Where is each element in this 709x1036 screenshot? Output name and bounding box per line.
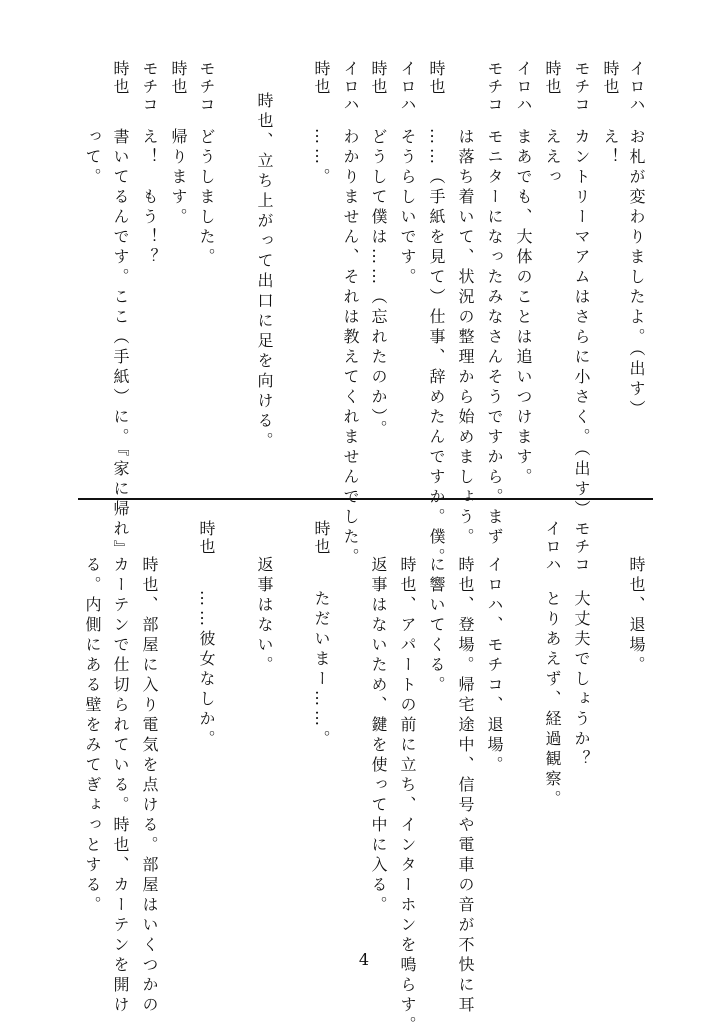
dialogue-line: まあでも、大体のことは追いつけます。 [514, 128, 533, 488]
dialogue-line: お札が変わりましたよ。（出す） [627, 128, 646, 420]
speaker-name: 時也 [312, 520, 331, 556]
dialogue-line: どうして僕は……（忘れたのか）。 [369, 128, 388, 440]
speaker-name: イロハ [398, 60, 417, 114]
speaker-name: イロハ [627, 60, 646, 114]
speaker-name: 時也 [427, 60, 446, 96]
stage-direction: 返事はないため、鍵を使って中に入る。 [369, 556, 388, 916]
speaker-name: イロハ [514, 60, 533, 114]
dialogue-line: モニターになったみなさんそうですから。まず [485, 128, 504, 548]
stage-direction: 時也、登場。帰宅途中、信号や電車の音が不快に耳 [456, 556, 475, 1016]
speaker-name: 時也 [197, 520, 216, 556]
dialogue-line: 大丈夫でしょうか？ [572, 590, 591, 770]
section-divider [78, 498, 653, 500]
speaker-name: モチコ [197, 60, 216, 114]
speaker-name: 時也 [111, 60, 130, 96]
page-number: 4 [358, 950, 370, 969]
speaker-name: モチコ [485, 60, 504, 114]
dialogue-line: え！ [601, 128, 620, 168]
stage-direction: 時也、部屋に入り電気を点ける。部屋はいくつかの [140, 556, 159, 1016]
speaker-name: モチコ [572, 60, 591, 114]
speaker-name: 時也 [601, 60, 620, 96]
speaker-name: モチコ [140, 60, 159, 114]
dialogue-line: ええっ [543, 128, 562, 188]
dialogue-line: ……彼女なしか。 [197, 590, 216, 750]
dialogue-line: ただいまー……。 [312, 590, 331, 750]
stage-direction: 返事はない。 [255, 556, 274, 676]
dialogue-line: ……。 [312, 128, 331, 188]
speaker-name: 時也 [169, 60, 188, 96]
speaker-name: 時也 [312, 60, 331, 96]
stage-direction: カーテンで仕切られている。時也、カーテンを開け [111, 556, 130, 1016]
speaker-name: 時也 [543, 60, 562, 96]
stage-direction: る。内側にある壁をみてぎょっとする。 [83, 556, 102, 916]
dialogue-line: え！ もう！？ [140, 128, 159, 268]
stage-direction: イロハ、モチコ、退場。 [485, 556, 504, 776]
stage-direction: 時也、退場。 [627, 556, 646, 676]
stage-direction: 時也、立ち上がって出口に足を向ける。 [255, 92, 274, 452]
dialogue-line: とりあえず、経過観察。 [543, 590, 562, 810]
speaker-name: イロハ [341, 60, 360, 114]
dialogue-line: 書いてるんです。ここ（手紙）に。『家に帰れ』 [111, 128, 130, 560]
dialogue-line: 帰ります。 [169, 128, 188, 228]
dialogue-line: は落ち着いて、状況の整理から始めましょう。 [456, 128, 475, 548]
dialogue-line: って。 [83, 128, 102, 188]
dialogue-line: わかりません、それは教えてくれませんでした。 [341, 128, 360, 568]
speaker-name: イロハ [543, 520, 562, 574]
dialogue-line: カントリーマアムはさらに小さく。（出す） [572, 128, 591, 520]
stage-direction: に響いてくる。 [427, 556, 446, 696]
speaker-name: 時也 [369, 60, 388, 96]
dialogue-line: ……（手紙を見て）仕事、辞めたんですか。僕。 [427, 128, 446, 568]
stage-direction: 時也、アパートの前に立ち、インターホンを鳴らす。 [398, 556, 417, 1036]
speaker-name: モチコ [572, 520, 591, 574]
dialogue-line: そうらしいです。 [398, 128, 417, 288]
dialogue-line: どうしました。 [197, 128, 216, 268]
